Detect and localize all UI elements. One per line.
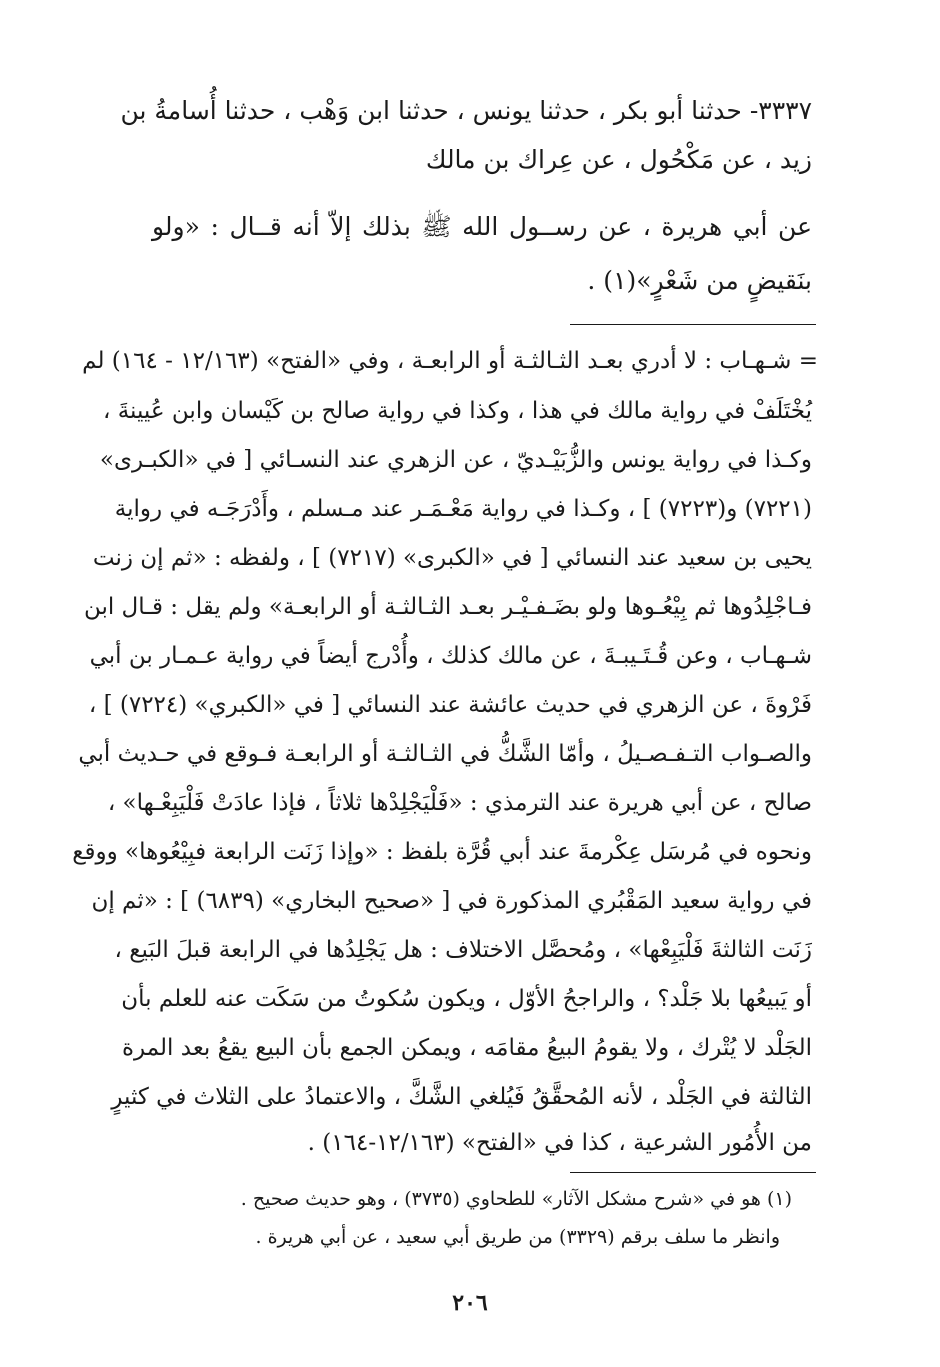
footnote-line-1: (١) هو في «شرح مشكل الآثار» للطحاوي (٣٧٣٥) ، وهو حديث صحيح .: [240, 1188, 792, 1210]
commentary-line-4: (٧٢٢١) و(٧٢٢٣) ] ، وكـذا في رواية مَعْـمَـر عند مـسلم ، وأَدْرَجَـه في رواية: [114, 496, 812, 522]
commentary-line-7: شـهـاب ، وعن قُـتَـيبـةَ ، عن مالك كذلك ، وأُدْرج أيضاً في رواية عـمـار بن أبي: [89, 643, 812, 669]
commentary-line-8: فَرْوةَ ، عن الزهري في حديث عائشة عند النسائي [ في «الكبري» (٧٢٢٤) ] ،: [88, 692, 812, 718]
page-number: ٢٠٦: [452, 1290, 488, 1316]
commentary-line-15: الجَلْد لا يُتْرك ، ولا يقومُ البيعُ مقامَه ، ويمكن الجمع بأن البيع يقعُ بعد المرة: [122, 1035, 812, 1061]
commentary-line-17: من الأُمُور الشرعية ، كذا في «الفتح» (١٢/١٦٣-١٦٤) .: [307, 1130, 812, 1156]
section-divider: [570, 324, 816, 325]
commentary-line-6: فـاجْلِدُوها ثم بِيْعُـوها ولو بضَـفـيْـر بعـد الثـالثـة أو الرابعـة» ولم يقل : قـال ابن: [83, 594, 812, 620]
hadith-line-2: زيد ، عن مَكْحُول ، عن عِراك بن مالك: [425, 145, 812, 174]
commentary-line-3: وكـذا في رواية يونس والزُّبَيْـديّ ، عن الزهري عند النسـائي [ في «الكبـرى»: [99, 447, 812, 473]
commentary-line-1: = شـهـاب : لا أدري بعـد الثـالثـة أو الرابعـة ، وفي «الفتح» (١٢/١٦٣ - ١٦٤) لم: [82, 348, 818, 374]
footnote-divider: [570, 1172, 816, 1173]
commentary-line-13: زَنَت الثالثةَ فَلْيَبِعْها» ، ومُحصَّل الاختلاف : هل يَجْلِدُها في الرابعة قبلَ البَيع ،: [114, 937, 812, 963]
footnote-line-2: وانظر ما سلف برقم (٣٣٢٩) من طريق أبي سعيد ، عن أبي هريرة .: [255, 1226, 780, 1248]
hadith-line-4: بنَقيضٍ من شَعْرٍ»(١) .: [587, 266, 812, 295]
commentary-line-2: يُخْتَلَفْ في رواية مالك في هذا ، وكذا في رواية صالح بن كَيْسان وابن عُيينةَ ،: [102, 398, 812, 424]
commentary-line-14: أو يَبيعُها بلا جَلْد؟ ، والراجحُ الأوّل ، ويكون سُكوتُ من سَكَت عنه للعلم بأن: [121, 986, 812, 1012]
commentary-line-5: يحيى بن سعيد عند النسائي [ في «الكبرى» (٧٢١٧) ] ، ولفظه : «ثم إن زنت: [92, 545, 812, 571]
commentary-line-12: في رواية سعيد المَقْبُري المذكورة في [ «صحيح البخاري» (٦٨٣٩) ] : «ثم إن: [91, 888, 812, 914]
commentary-line-11: ونحوه في مُرسَل عِكْرمةَ عند أبي قُرَّة بلفظ : «وإذا زَنَت الرابعة فبِيْعُوها» ووقع: [72, 839, 812, 865]
commentary-line-10: صالح ، عن أبي هريرة عند الترمذي : «فَلْيَجْلِدْها ثلاثاً ، فإذا عادَتْ فَلْيَبِعْـها» ،: [107, 790, 812, 816]
commentary-line-16: الثالثة في الجَلْد ، لأنه المُحقَّقُ فَيُلغي الشَّكَّ ، والاعتمادُ على الثلاث في كثيرٍ: [111, 1084, 812, 1110]
hadith-line-1: ٣٣٣٧- حدثنا أبو بكر ، حدثنا يونس ، حدثنا ابن وَهْب ، حدثنا أُسامةُ بن: [120, 96, 812, 125]
commentary-line-9: والصـواب التـفـصـيلُ ، وأمّا الشَّكُّ في الثـالثـة أو الرابعـة فـوقع في حـديث أبي: [78, 741, 812, 767]
hadith-line-3: عن أبي هريرة ، عن رســول الله ﷺ بذلك إلاّ أنه قــال : «ولو: [152, 212, 812, 241]
